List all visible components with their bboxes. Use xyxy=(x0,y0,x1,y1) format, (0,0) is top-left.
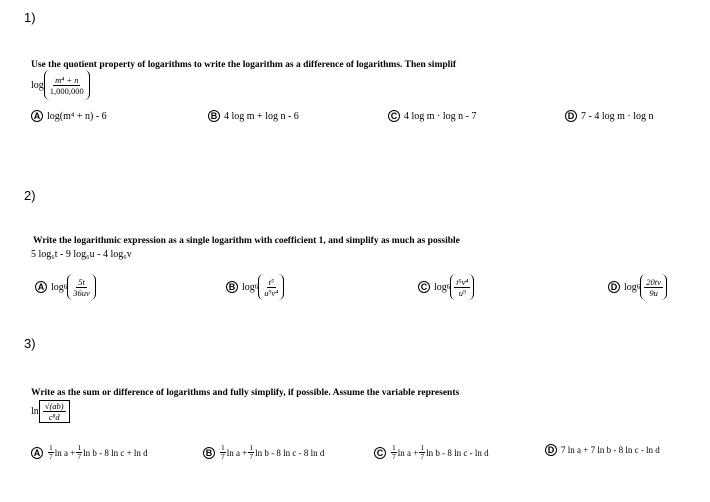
coefficient-fraction xyxy=(220,444,226,461)
q1-option-b[interactable] xyxy=(208,110,299,122)
coefficient-fraction xyxy=(48,444,54,461)
option-letter: B xyxy=(208,110,220,122)
coef-den: 7 xyxy=(221,452,225,461)
coef-num: 1 xyxy=(392,443,396,452)
option-paren xyxy=(67,274,96,300)
q1-option-c[interactable] xyxy=(388,110,477,122)
option-letter: B xyxy=(203,447,215,459)
q2-option-b[interactable] xyxy=(226,274,284,300)
coef-num: 1 xyxy=(420,443,425,452)
option-text: log(m⁴ + n) - 6 xyxy=(47,110,107,122)
coef-den: 7 xyxy=(420,452,425,461)
question-1-number: 1) xyxy=(24,10,36,25)
coefficient-fraction xyxy=(419,444,425,461)
fraction-numerator: t⁵ xyxy=(268,276,274,287)
option-fraction xyxy=(454,277,470,298)
option-letter: D xyxy=(545,444,557,456)
option-text: ln a + xyxy=(397,447,419,458)
coef-num: 1 xyxy=(77,443,82,452)
option-letter: B xyxy=(226,281,238,293)
q2-option-a[interactable] xyxy=(35,274,96,300)
log-prefix: log xyxy=(31,79,44,91)
option-letter: C xyxy=(374,447,386,459)
fraction-numerator: 20tv xyxy=(646,276,661,287)
option-base: 6 xyxy=(63,283,68,291)
option-paren xyxy=(450,274,474,300)
q3-option-b[interactable] xyxy=(203,444,324,461)
option-fraction xyxy=(262,277,280,298)
option-letter: A xyxy=(31,110,43,122)
coefficient-fraction xyxy=(391,444,397,461)
expression-paren xyxy=(44,70,90,100)
coef-num: 1 xyxy=(249,443,254,452)
option-text: 4 log m + log n - 6 xyxy=(224,110,299,122)
coef-den: 7 xyxy=(392,452,396,461)
option-text-rest: ln b - 8 ln c + ln d xyxy=(83,447,148,458)
option-text-rest: ln b - 8 ln c - ln d xyxy=(426,447,489,458)
q2-option-d[interactable] xyxy=(608,274,667,300)
ln-prefix: ln xyxy=(31,406,39,417)
fraction-denominator: u⁹v⁴ xyxy=(264,287,279,298)
coef-den: 7 xyxy=(249,452,254,461)
fraction-denominator: 9u xyxy=(649,287,658,298)
fraction-denominator: c⁸d xyxy=(48,412,60,422)
question-2-expression: 5 log₆t - 9 log₆u - 4 log₆v xyxy=(31,249,132,260)
question-3-expression xyxy=(31,400,70,423)
option-base: 6 xyxy=(636,283,641,291)
option-letter: D xyxy=(608,281,620,293)
option-letter: A xyxy=(35,281,47,293)
coef-den: 7 xyxy=(49,452,53,461)
option-letter: C xyxy=(418,281,430,293)
fraction-denominator: u⁹ xyxy=(458,287,466,298)
coefficient-fraction xyxy=(248,444,254,461)
option-paren xyxy=(258,274,284,300)
fraction-numerator: √(ab) xyxy=(44,401,64,411)
coefficient-fraction xyxy=(76,444,82,461)
option-text: 7 ln a + 7 ln b - 8 ln c - ln d xyxy=(561,445,660,455)
option-base: 6 xyxy=(446,283,451,291)
option-prefix: log xyxy=(51,281,64,293)
q3-option-d[interactable] xyxy=(545,444,660,456)
q3-option-a[interactable] xyxy=(31,444,148,461)
coef-den: 7 xyxy=(77,452,82,461)
option-letter: D xyxy=(565,110,577,122)
option-text-rest: ln b - 8 ln c - 8 ln d xyxy=(255,447,325,458)
fraction-denominator: 36uv xyxy=(73,287,90,298)
coef-num: 1 xyxy=(221,443,225,452)
option-letter: A xyxy=(31,447,43,459)
q3-option-c[interactable] xyxy=(374,444,489,461)
q1-option-d[interactable] xyxy=(565,110,654,122)
expression-fraction xyxy=(48,75,86,96)
option-prefix: log xyxy=(624,281,637,293)
option-fraction xyxy=(71,277,92,298)
fraction-numerator: m⁴ + n xyxy=(55,74,79,85)
question-2-number: 2) xyxy=(24,188,36,203)
option-prefix: log xyxy=(242,281,255,293)
expression-fraction xyxy=(43,401,66,422)
option-fraction xyxy=(644,277,663,298)
question-2-prompt: Write the logarithmic expression as a single logarithm with coefficient 1, and simplify as much as possible xyxy=(33,236,460,246)
fraction-denominator: 1,000,000 xyxy=(49,85,84,96)
q1-option-a[interactable] xyxy=(31,110,107,122)
option-base: 6 xyxy=(254,283,259,291)
option-letter: C xyxy=(388,110,400,122)
coef-num: 1 xyxy=(49,443,53,452)
expression-box xyxy=(39,400,70,423)
option-text: 4 log m · log n - 7 xyxy=(404,110,477,122)
option-prefix: log xyxy=(434,281,447,293)
option-paren xyxy=(640,274,667,300)
option-text: ln a + xyxy=(54,447,76,458)
option-text: ln a + xyxy=(226,447,248,458)
fraction-numerator: 5t xyxy=(78,276,85,287)
question-3-prompt: Write as the sum or difference of logarithms and fully simplify, if possible. Assume the variable represents xyxy=(31,388,460,398)
option-text: 7 - 4 log m · log n xyxy=(581,110,654,122)
fraction-numerator: t⁵v⁴ xyxy=(456,276,469,287)
q2-option-c[interactable] xyxy=(418,274,474,300)
question-1-prompt: Use the quotient property of logarithms to write the logarithm as a difference of logarithms. Then simplif xyxy=(31,60,457,70)
question-3-number: 3) xyxy=(24,336,36,351)
question-1-expression xyxy=(31,70,90,100)
